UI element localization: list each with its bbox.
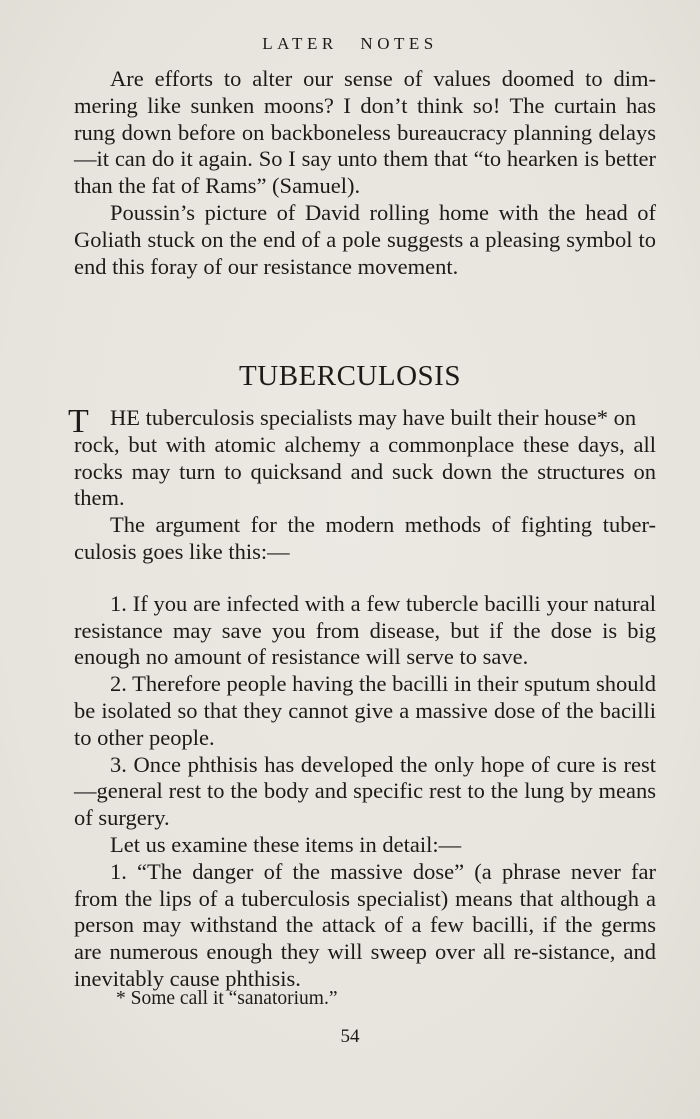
opening-first-line: HE tuberculosis specialists may have built their house* on (110, 405, 637, 430)
intro-paragraph-1: Are efforts to alter our sense of values doomed to dim-mering like sunken moons? I don’t think so! The curtain has rung down before on backboneless bureaucracy planning delays—it can do it again. So I say unto them that “to hearken is better than the fat of Rams” (Samuel). (74, 66, 656, 199)
drop-cap: T (68, 403, 89, 440)
section-title: TUBERCULOSIS (239, 360, 461, 392)
argument-intro: The argument for the modern methods of fighting tuber-culosis goes like this:— (74, 512, 656, 564)
intro-paragraph-2: Poussin’s picture of David rolling home with the head of Goliath stuck on the end of a pole suggests a pleasing symbol to end this foray of our resistance movement. (74, 199, 656, 279)
point-3: 3. Once phthisis has developed the only hope of cure is rest—general rest to the body and specific rest to the lung by means of surgery. (74, 751, 656, 831)
point-1: 1. If you are infected with a few tubercle bacilli your natural resistance may save you from disease, but if the dose is big enough no amount of resistance will serve to save. (74, 590, 656, 670)
intro-section (74, 66, 656, 280)
tuberculosis-section (68, 403, 656, 993)
running-header: LATER NOTES (262, 34, 438, 53)
opening-rest: rock, but with atomic alchemy a commonplace these days, all rocks may turn to quicksand and suck down the structures on them. (74, 431, 656, 511)
opening-paragraph (68, 403, 656, 512)
examine-line: Let us examine these items in detail:— (110, 831, 462, 857)
point-2: 2. Therefore people having the bacilli in their sputum should be isolated so that they cannot give a massive dose of the bacilli to other people. (74, 671, 656, 750)
footnote: * Some call it “sanatorium.” (116, 988, 338, 1009)
detail-1: 1. “The danger of the massive dose” (a phrase never far from the lips of a tuberculosis specialist) means that although a person may withstand the attack of a few bacilli, if the germs are numerous enough they will sweep over all re-sistance, and inevitably cause phthisis. (74, 858, 656, 991)
page-number: 54 (340, 1026, 360, 1047)
